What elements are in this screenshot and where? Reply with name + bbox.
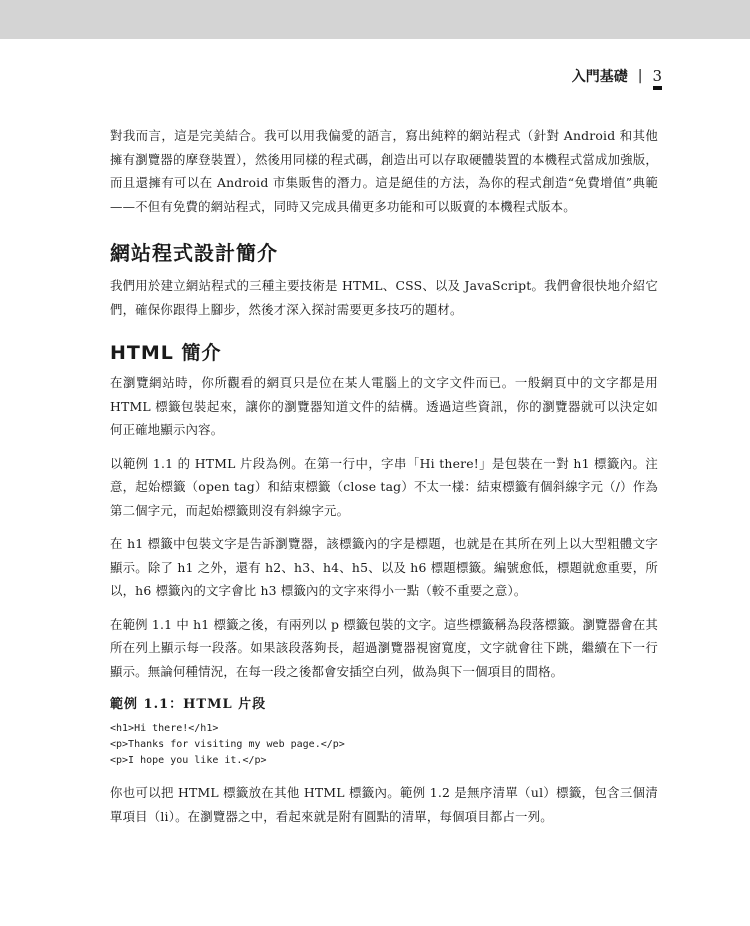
intro-paragraph: 對我而言，這是完美結合。我可以用我偏愛的語言，寫出純粹的網站程式（針對 Android 和其他擁有瀏覽器的摩登裝置），然後用同樣的程式碼，創造出可以存取硬體裝置的本機程式當成加強版，而且還擁有可以在 Android 市集販售的潛力。這是絕佳的方法，為你的程式創造“免費增值”典範——不但有免費的網站程式，同時又完成具備更多功能和可以販賣的本機程式版本。 bbox=[110, 128, 658, 214]
header-separator: | bbox=[637, 68, 643, 84]
body-paragraph: 在範例 1.1 中 h1 標籤之後，有兩列以 p 標籤包裝的文字。這些標籤稱為段落標籤。瀏覽器會在其所在列上顯示每一段落。如果該段落夠長，超過瀏覽器視窗寬度，文字就會往下跳，繼續在下一行顯示。無論何種情況，在每一段之後都會安插空白列，做為與下一個項目的間格。 bbox=[110, 616, 658, 679]
body-paragraph: 以範例 1.1 的 HTML 片段為例。在第一行中，字串「Hi there!」是包裝在一對 h1 標籤內。注意，起始標籤（open tag）和結束標籤（close tag）不太一樣：結束標籤有個斜線字元（/）作為第二個字元，而起始標籤則沒有斜線字元。 bbox=[110, 455, 658, 518]
running-header bbox=[572, 66, 662, 86]
subsection-heading: HTML 簡介 bbox=[110, 342, 222, 364]
section-heading: 網站程式設計簡介 bbox=[110, 241, 278, 265]
code-line: <p>Thanks for visiting my web page.</p> bbox=[110, 739, 345, 750]
code-line: <p>I hope you like it.</p> bbox=[110, 755, 267, 766]
body-paragraph: 在瀏覽網站時，你所觀看的網頁只是位在某人電腦上的文字文件而已。一般網頁中的文字都是用 HTML 標籤包裝起來，讓你的瀏覽器知道文件的結構。透過這些資訊，你的瀏覽器就可以決定如何正確地顯示內容。 bbox=[110, 375, 658, 437]
body-paragraph: 在 h1 標籤中包裝文字是告訴瀏覽器，該標籤內的字是標題，也就是在其所在列上以大型粗體文字顯示。除了 h1 之外，還有 h2、h3、h4、h5、以及 h6 標題標籤。編號愈低，標題就愈重要，所以，h6 標籤內的文字會比 h3 標籤內的文字來得小一點（較不重要之意）。 bbox=[110, 536, 658, 598]
closing-paragraph: 你也可以把 HTML 標籤放在其他 HTML 標籤內。範例 1.2 是無序清單（ul）標籤，包含三個清單項目（li）。在瀏覽器之中，看起來就是附有圓點的清單，每個項目都占一列。 bbox=[110, 785, 658, 824]
page-content bbox=[110, 124, 658, 838]
page-number: 3 bbox=[652, 67, 662, 85]
code-line: <h1>Hi there!</h1> bbox=[110, 723, 219, 734]
page-mark bbox=[653, 86, 662, 90]
example-title: 範例 1.1：HTML 片段 bbox=[110, 697, 267, 712]
top-bar bbox=[0, 0, 750, 39]
header-section-title: 入門基礎 bbox=[571, 69, 628, 85]
section-paragraph: 我們用於建立網站程式的三種主要技術是 HTML、CSS、以及 JavaScript。我們會很快地介紹它們，確保你跟得上腳步，然後才深入探討需要更多技巧的題材。 bbox=[110, 278, 658, 317]
code-block bbox=[110, 721, 658, 769]
